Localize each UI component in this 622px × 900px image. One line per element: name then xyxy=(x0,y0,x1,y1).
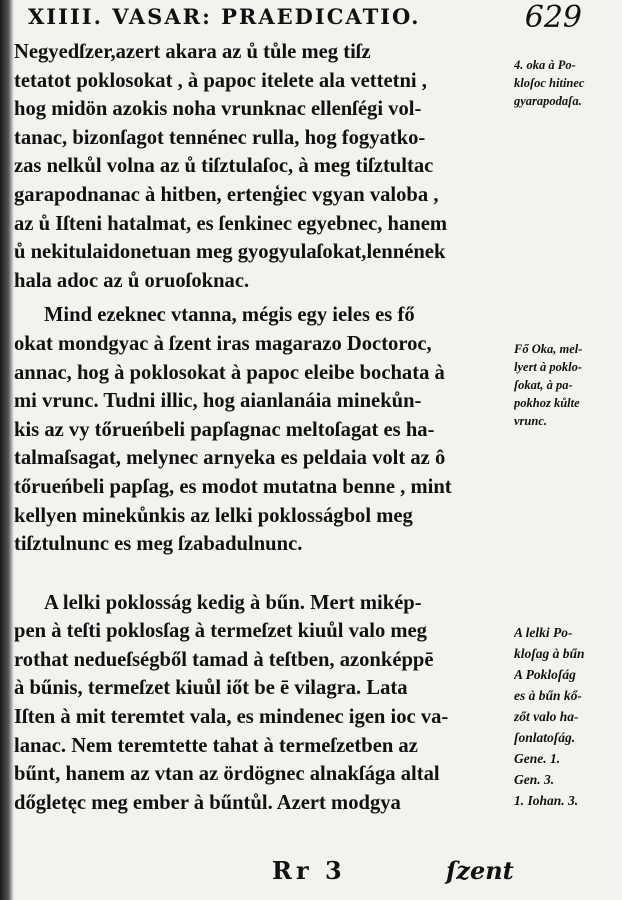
text-line: zas nelkůl volna az ů tiſztulaſoc, à meg tiſztultac xyxy=(14,155,434,178)
text-line: mi vrunc. Tudni illic, hog aianlanáia minekůn- xyxy=(14,390,422,413)
margin-line: ſokat, à pa- xyxy=(514,378,573,392)
text-line: pen à teſti poklosſag à termeſzet kiuůl valo meg xyxy=(14,620,427,643)
text-line: kis az vy tőrueńbeli papſagnac meltoſagat es ha- xyxy=(14,418,435,441)
margin-line: kloſag à bűn xyxy=(514,646,585,661)
main-text xyxy=(14,38,514,817)
text-line: Mind ezeknec vtanna, mégis egy ieles es fő xyxy=(44,304,415,327)
margin-line: ſonlatoſág. xyxy=(514,730,576,745)
text-line: à bűnis, termeſzet kiuůl iőt be ē vilagra. Lata xyxy=(14,677,408,700)
text-line: dőgletęc meg ember à bűntůl. Azert modgya xyxy=(14,791,401,814)
text-line: hog midön azokis noha vrunknac ellenſégi vol- xyxy=(14,98,422,121)
text-line: garapodnanac à hitben, ertenģiec vgyan valoba , xyxy=(14,183,439,206)
text-line: kellyen minekůnkis az lelki poklosságbol meg xyxy=(14,504,413,527)
text-line: annac, hog à poklosokat à papoc eleibe bochata à xyxy=(14,361,445,384)
margin-line: 1. Iohan. 3. xyxy=(514,793,579,808)
text-line: tetatot poklosokat , à papoc itelete ala vettetni , xyxy=(14,69,427,92)
paragraph-1 xyxy=(14,38,514,295)
margin-line: zőt valo ha- xyxy=(514,709,579,724)
margin-line: 4. oka à Po- xyxy=(514,58,576,72)
text-line: lanac. Nem teremtette tahat à termeſzetben az xyxy=(14,734,418,757)
signature-mark: Rr 3 xyxy=(272,856,346,885)
text-line: Iſten à mit teremtet vala, es mindenec igen ioc va- xyxy=(14,706,449,729)
margin-line: Fő Oka, mel- xyxy=(514,342,583,356)
text-line: bűnt, hanem az vtan az ördögnec alnakſága altal xyxy=(14,763,440,786)
text-line: az ů Iſteni hatalmat, es ſenkinec egyebnec, hanem xyxy=(14,212,448,235)
marginal-note-3 xyxy=(514,622,620,811)
text-line: Negyedſzer,azert akara az ů tůle meg tiſz xyxy=(14,41,371,63)
page-number: 629 xyxy=(524,0,582,35)
paragraph-2 xyxy=(14,301,514,558)
margin-line: pokhoz kůlte xyxy=(514,396,580,410)
marginal-note-1 xyxy=(514,56,620,110)
text-line: tőrueńbeli papſag, es modot mutatna benne , mint xyxy=(14,475,452,498)
text-line: tanac, bizonſagot tennénec rulla, hog fogyatko- xyxy=(14,126,426,149)
running-head: XIIII. VASAR: PRAEDICATIO. xyxy=(28,4,421,29)
margin-line: gyarapodaſa. xyxy=(514,94,582,108)
catchword: ſzent xyxy=(446,856,514,885)
margin-line: es à bűn kő- xyxy=(514,688,582,703)
margin-line: Gen. 3. xyxy=(514,772,555,787)
text-line: A lelki poklosság kedig à bűn. Mert mikép- xyxy=(44,591,422,614)
paragraph-3 xyxy=(14,589,514,818)
margin-line: A Pokloſág xyxy=(514,667,576,682)
text-line: talmaſsagat, melynec arnyeka es peldaia volt az ô xyxy=(14,447,446,470)
margin-line: Gene. 1. xyxy=(514,751,561,766)
text-line: okat mondgyac à ſzent iras magarazo Doctoroc, xyxy=(14,332,432,355)
binding-shadow xyxy=(0,0,14,900)
text-line: rothat nedueſségből tamad à teſtben, azonképpē xyxy=(14,648,434,671)
text-line: tiſztulnunc es meg ſzabadulnunc. xyxy=(14,533,303,556)
margin-line: lyert à poklo- xyxy=(514,360,583,374)
text-line: ů nekitulaidonetuan meg gyogyulaſokat,lennének xyxy=(14,241,446,264)
margin-line: vrunc. xyxy=(514,414,547,428)
marginal-note-2 xyxy=(514,340,620,430)
margin-line: A lelki Po- xyxy=(514,625,573,640)
text-line: hala adoc az ů oruoſoknac. xyxy=(14,269,250,292)
margin-line: kloſoc hitinec xyxy=(514,76,585,90)
